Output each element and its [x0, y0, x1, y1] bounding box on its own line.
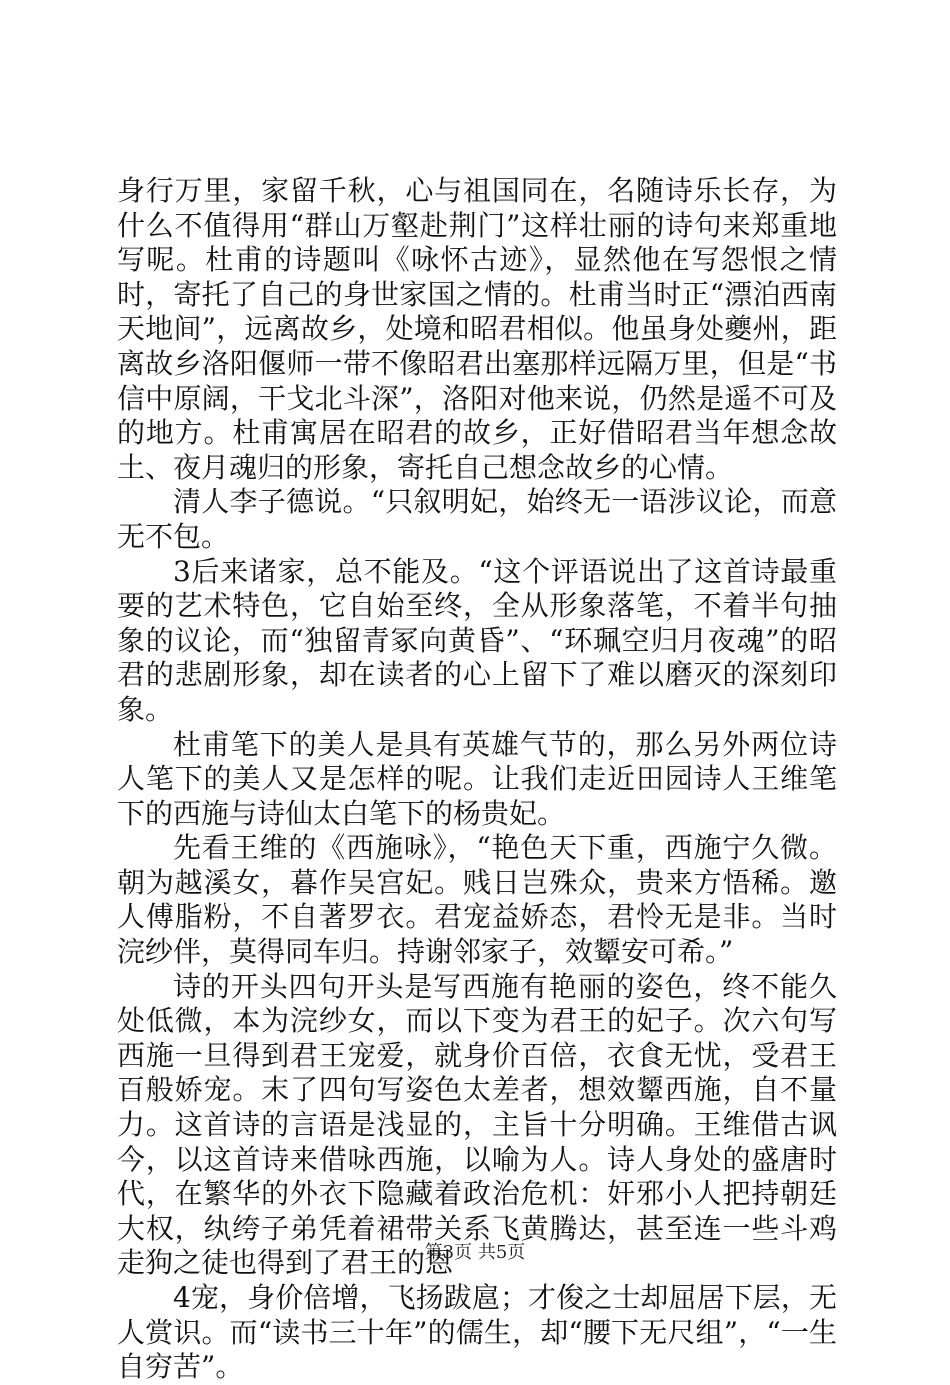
paragraph-7: 4宠，身价倍增，飞扬跋扈；才俊之士却屈居下层，无人赏识。而“读书三十年”的儒生，却“腰下无尺组”，“一生自穷苦”。 [117, 1281, 837, 1384]
paragraph-5: 先看王维的《西施咏》，“艳色天下重，西施宁久微。朝为越溪女，暮作吴宫妃。贱日岂殊众，贵来方悟稀。邀人傅脂粉，不自著罗衣。君宠益娇态，君怜无是非。当时浣纱伴，莫得同车归。持谢邻家子，效颦安可希。” [117, 831, 837, 969]
paragraph-3: 3后来诸家，总不能及。“这个评语说出了这首诗最重要的艺术特色，它自始至终，全从形象落笔，不着半句抽象的议论，而“独留青冢向黄昏”、“环珮空归月夜魂”的昭君的悲剧形象，却在读者的心上留下了难以磨灭的深刻印象。 [117, 554, 837, 726]
paragraph-1: 身行万里，家留千秋，心与祖国同在，名随诗乐长存，为什么不值得用“群山万壑赴荆门”这样壮丽的诗句来郑重地写呢。杜甫的诗题叫《咏怀古迹》，显然他在写怨恨之情时，寄托了自己的身世家国之情的。杜甫当时正“漂泊西南天地间”，远离故乡，处境和昭君相似。他虽身处夔州，距离故乡洛阳偃师一带不像昭君出塞那样远隔万里，但是“书信中原阔，干戈北斗深”，洛阳对他来说，仍然是遥不可及的地方。杜甫寓居在昭君的故乡，正好借昭君当年想念故土、夜月魂归的形象，寄托自己想念故乡的心情。 [117, 174, 837, 484]
page-number-label: 第3页 共5页 [424, 1242, 526, 1263]
page-footer [0, 1238, 950, 1264]
paragraph-6: 诗的开头四句开头是写西施有艳丽的姿色，终不能久处低微，本为浣纱女，而以下变为君王的妃子。次六句写西施一旦得到君王宠爱，就身价百倍，衣食无忧，受君王百般娇宠。末了四句写姿色太差者，想效颦西施，自不量力。这首诗的言语是浅显的，主旨十分明确。王维借古讽今，以这首诗来借咏西施，以喻为人。诗人身处的盛唐时代，在繁华的外衣下隐藏着政治危机：奸邪小人把持朝廷大权，纨绔子弟凭着裙带关系飞黄腾达，甚至连一些斗鸡走狗之徒也得到了君王的恩 [117, 969, 837, 1280]
paragraph-2: 清人李子德说。“只叙明妃，始终无一语涉议论，而意无不包。 [117, 485, 837, 553]
document-body [117, 174, 837, 1385]
paragraph-4: 杜甫笔下的美人是具有英雄气节的，那么另外两位诗人笔下的美人又是怎样的呢。让我们走近田园诗人王维笔下的西施与诗仙太白笔下的杨贵妃。 [117, 727, 837, 830]
